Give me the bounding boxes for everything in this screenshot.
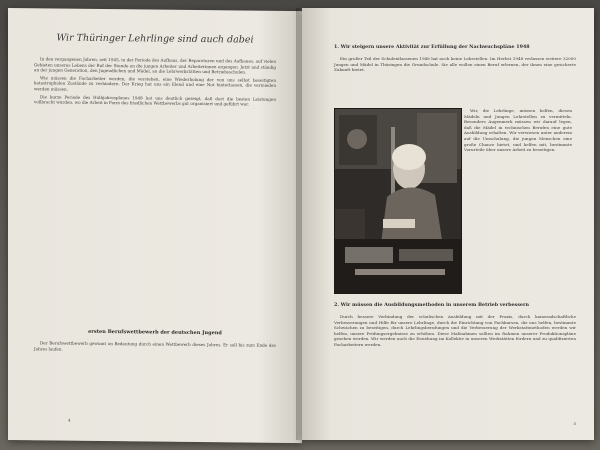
left-paragraph-2: Wie müssen die Facharbeiter werden, die verstehen, eine Wiederholung der von uns selbst beseitigten katastrophalen Zustände zu verhindern. Der Krieg hat uns ein Elend und eine Not hinterlassen, die vermieden werden müssen. [34, 75, 276, 92]
right-page-number: 5 [573, 421, 576, 426]
right-heading-2: 2. Wir müssen die Ausbildungsmethoden in unserem Betrieb verbessern [334, 302, 529, 308]
left-closing-paragraph: Der Berufswettbewerb gewinnt an Bedeutung durch einen Wettbewerb dieses Jahres. Er soll bis zum Ende des Jahres laufen. [34, 340, 276, 352]
right-body-text: Durch bessere Verbindung der schulischen Ausbildung mit der Praxis, durch kameradschaftliche Verbesserungen und Hilfe für unsere Lehrlinge, durch die Einrichtung von Fachkursen, die uns helfen, bestimmte Schwächen zu beseitigen, durch Lehrlingsberufungen und die Verbesserung der Werkstattmethoden werden wir helfen, unsere Prüfungsergebnisse zu erhöhen. Diese Maßnahmen sollten im Rahmen unserer Produktionspläne gesehen werden. Wir werden auch die Erziehung im Kollektiv in unseren Werkstätten fördern und zu qualifizierten Facharbeitern werden. [334, 314, 576, 347]
left-section-heading: ersten Berufswettbewerb der deutschen Jugend [88, 328, 222, 337]
photo-woman-at-machine [335, 109, 461, 293]
left-page-number: 4 [68, 417, 71, 423]
left-closing [34, 340, 276, 356]
worker-photo [334, 108, 462, 294]
left-paragraph-1: In den vergangenen Jahren, seit 1945, in der Periode des Aufbaus, der Reparaturen und des Aufbaues, auf vielen Gebieten unseres Lebens der Ruf der Stunde an die jungen Arbeiter und Arbeiterinnen ergangen. Jetzt und ständig an der jungen Generation, den Jugendlichen und Mädel, an die Lehrwerkstätten und Betriebsschulen. [34, 56, 276, 75]
left-page [8, 8, 302, 443]
right-side-column [464, 108, 572, 155]
right-intro [334, 56, 576, 75]
right-body [334, 314, 576, 350]
left-body [34, 56, 276, 109]
left-paragraph-3: Die kurze Periode des Halbjahresplanes 1948 hat uns deutlich gezeigt, daß dort die besten Leistungen vollbracht wurden, wo die Arbeit in Form des friedlichen Wettbewerbs gut organisiert und geführt war. [34, 93, 276, 107]
left-page-title: Wir Thüringer Lehrlinge sind auch dabei [56, 32, 254, 46]
right-side-text: Wir, die Lehrlinge, müssen helfen, diesen Mädeln und Jungen Lehrstellen zu vermitteln. Besonders Augenmerk müssen wir darauf legen, daß die Mädel in technischen Berufen eine gute Ausbildung erhalten. Wir verwiesen unter anderem auf die Umschulung, die jungen Menschen eine große Chance bietet, und helfen mit, bestimmte Vorurteile über unsere Arbeit zu beseitigen. [464, 108, 572, 153]
right-page [302, 8, 594, 440]
right-heading-1: 1. Wir steigern unsere Aktivität zur Erfüllung der Nachwuchspläne 1948 [334, 44, 530, 50]
right-intro-text: Ein großer Teil der Schulentlassenen 1948 hat noch keine Lehrstellen. Im Herbst 1948 verlassen weitere 32000 Jungen und Mädel in Thüringen die Grundschule. Sie alle wollen einen Beruf erlernen, der ihnen eine gesicherte Zukunft bietet. [334, 56, 576, 73]
